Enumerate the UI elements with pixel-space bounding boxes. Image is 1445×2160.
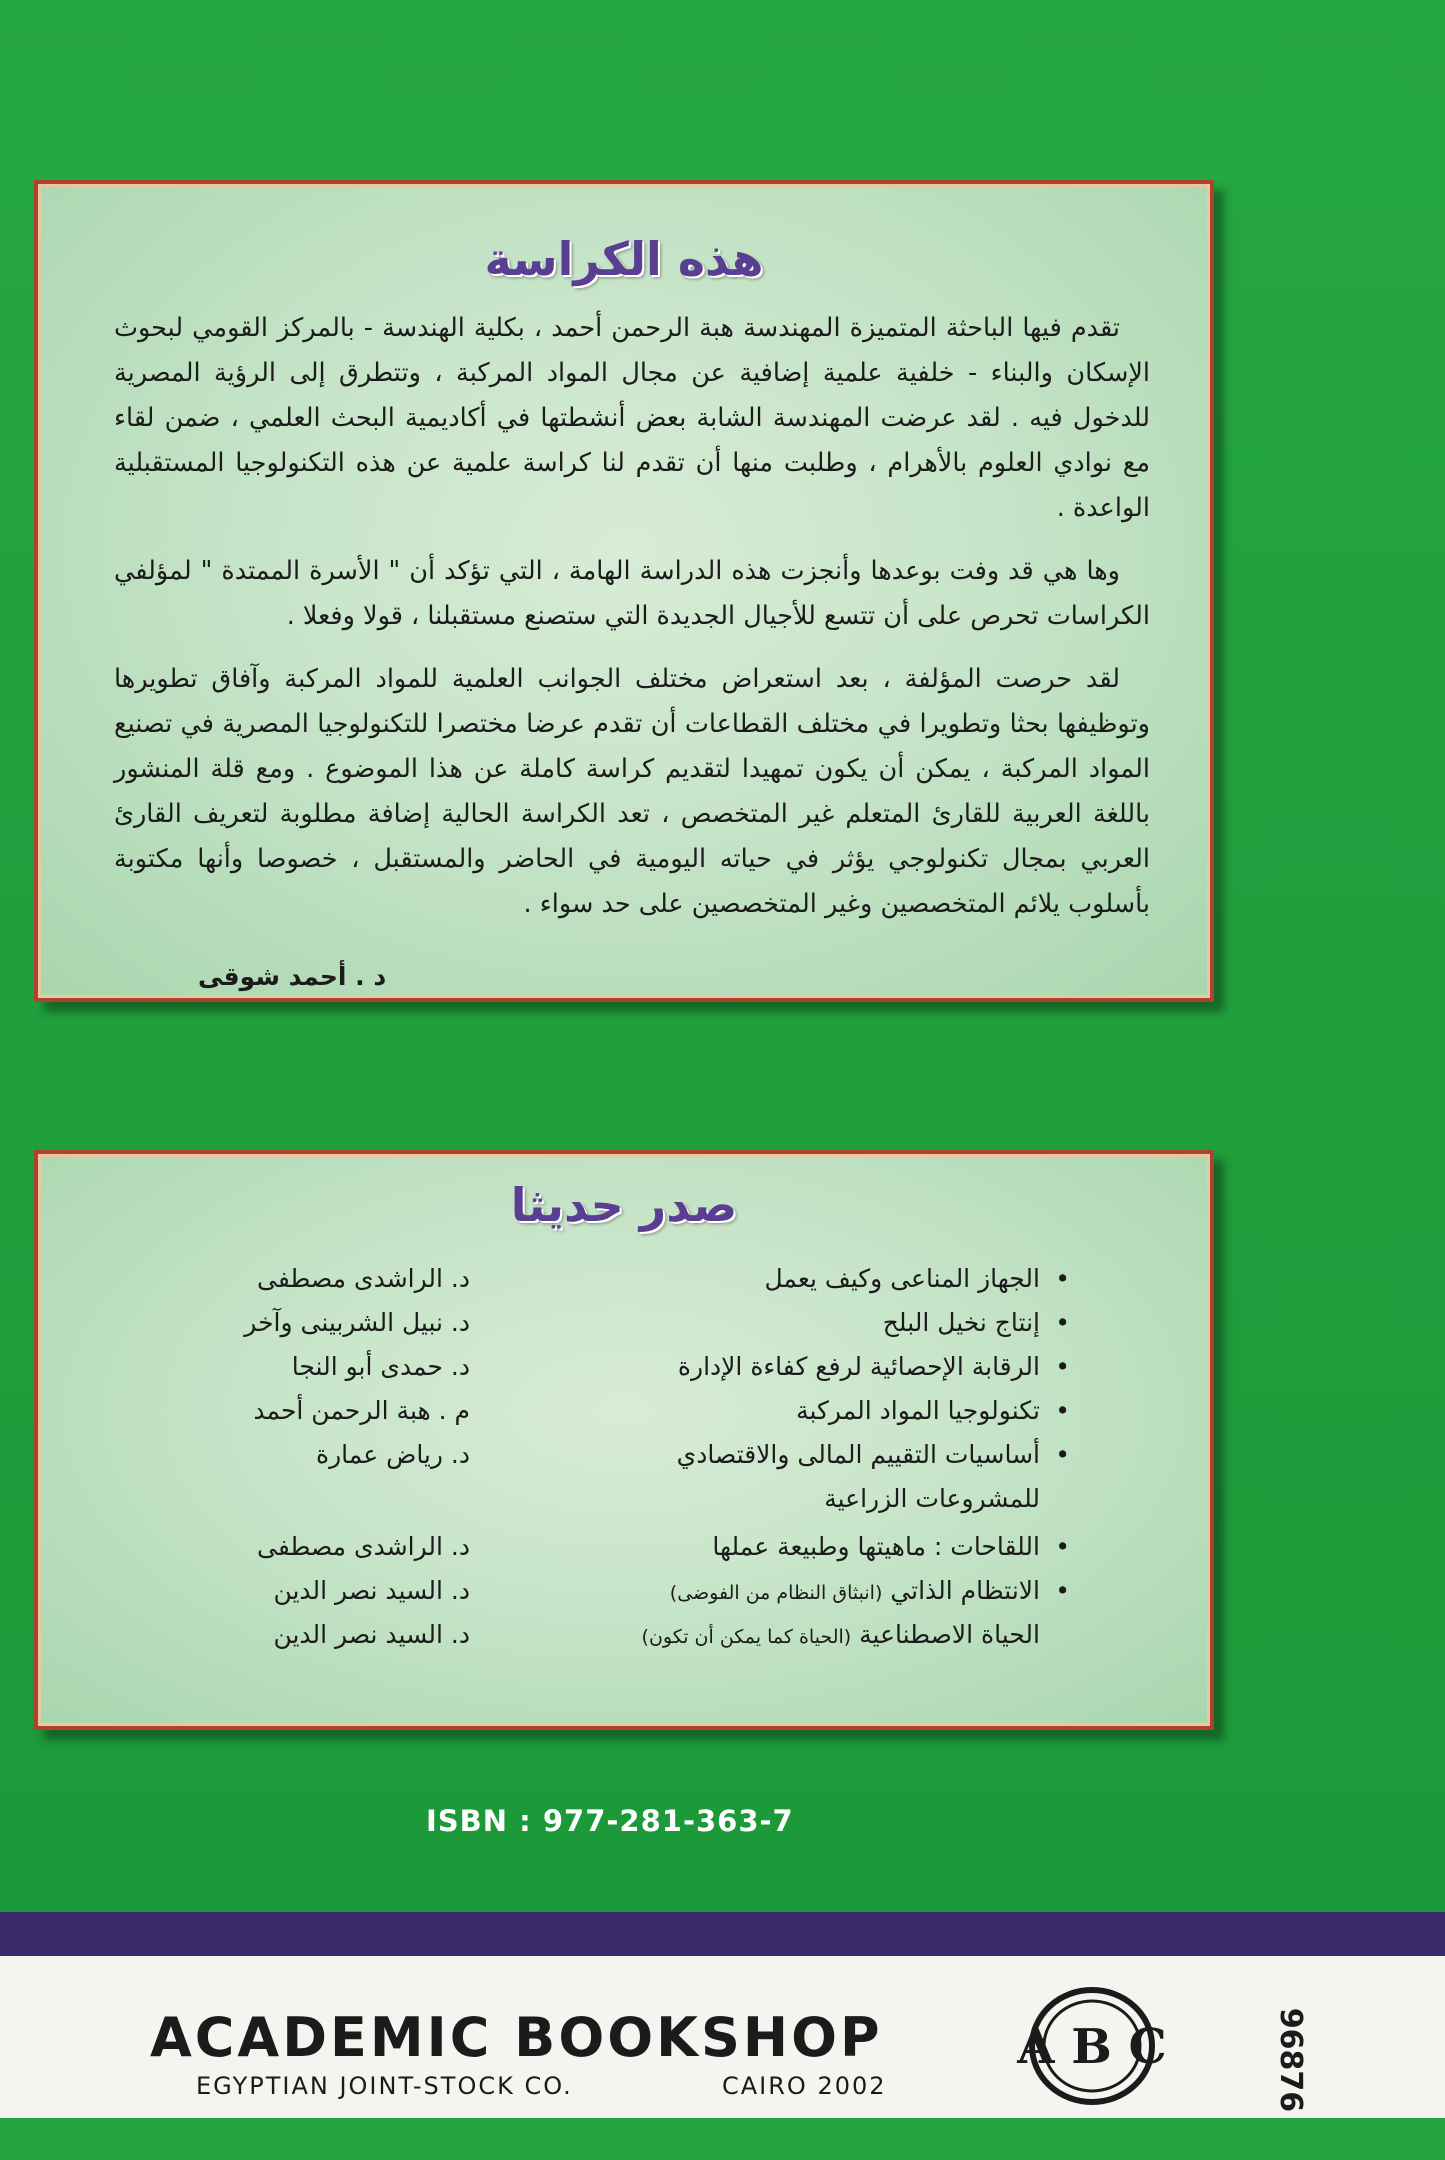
about-paragraph-3: لقد حرصت المؤلفة ، بعد استعراض مختلف الجوانب العلمية للمواد المركبة وآفاق تطويرها وتوظيفها بحثا وتطويرا في مختلف القطاعات أن تقدم عرضا مختصرا للتكنولوجيا المصرية في تصنيع المواد المركبة ، يمكن أن يكون تمهيدا لتقديم كراسة كاملة عن هذا الموضوع . ومع قلة المنشور باللغة العربية للقارئ المتعلم غير المتخصص ، تعد الكراسة الحالية إضافة مطلوبة لتعريف القارئ العربي بمجال تكنولوجي يؤثر في حياته اليومية في الحاضر والمستقبل ، خصوصا وأنها مكتوبة بأسلوب يلائم المتخصصين وغير المتخصصين على حد سواء . bbox=[114, 664, 1150, 919]
about-text bbox=[114, 306, 1150, 945]
book-author: د. الراشدى مصطفى bbox=[257, 1532, 470, 1561]
book-title: •اللقاحات : ماهيتها وطبيعة عملها bbox=[712, 1532, 1070, 1561]
about-booklet-panel bbox=[34, 180, 1214, 1002]
book-title: •الجهاز المناعى وكيف يعمل bbox=[764, 1264, 1070, 1293]
list-item bbox=[38, 1620, 1210, 1660]
book-subtitle: (انبثاق النظام من الفوضى) bbox=[669, 1582, 883, 1604]
book-author: د. الراشدى مصطفى bbox=[257, 1264, 470, 1293]
recent-title: صدر حديثا bbox=[510, 1178, 738, 1232]
publisher-logo-icon bbox=[1017, 1985, 1167, 2107]
about-paragraph-1: تقدم فيها الباحثة المتميزة المهندسة هبة الرحمن أحمد ، بكلية الهندسة - بالمركز القومي لبحوث الإسكان والبناء - خلفية علمية إضافية عن مجال المواد المركبة ، وتتطرق إلى الرؤية المصرية للدخول فيه . لقد عرضت المهندسة الشابة بعض أنشطتها في أكاديمية البحث العلمي ، ضمن لقاء مع نوادي العلوم بالأهرام ، وطلبت منها أن تقدم لنا كراسة علمية عن هذه التكنولوجيا المستقبلية الواعدة . bbox=[114, 313, 1150, 523]
book-author: د. السيد نصر الدين bbox=[273, 1576, 470, 1605]
about-paragraph-2: وها هي قد وفت بوعدها وأنجزت هذه الدراسة الهامة ، التي تؤكد أن " الأسرة الممتدة " لمؤلفي الكراسات تحرص على أن تتسع للأجيال الجديدة التي ستصنع مستقبلنا ، قولا وفعلا . bbox=[114, 556, 1150, 631]
bullet-icon: • bbox=[1055, 1576, 1070, 1605]
bullet-icon: • bbox=[1055, 1396, 1070, 1425]
book-author: د. السيد نصر الدين bbox=[273, 1620, 470, 1649]
isbn-number: ISBN : 977-281-363-7 bbox=[426, 1804, 794, 1838]
bullet-icon: • bbox=[1055, 1440, 1070, 1469]
publisher-city-year: CAIRO 2002 bbox=[722, 2072, 887, 2100]
divider-band bbox=[0, 1912, 1445, 1956]
bullet-icon: • bbox=[1055, 1264, 1070, 1293]
list-item bbox=[38, 1484, 1210, 1524]
list-item bbox=[38, 1352, 1210, 1392]
book-title-continued: للمشروعات الزراعية bbox=[824, 1484, 1040, 1513]
recently-published-panel bbox=[34, 1150, 1214, 1730]
list-item bbox=[38, 1576, 1210, 1616]
author-signature: د . أحمد شوقى bbox=[198, 962, 387, 991]
list-item bbox=[38, 1264, 1210, 1304]
list-item bbox=[38, 1440, 1210, 1480]
list-item bbox=[38, 1532, 1210, 1572]
book-title: •الانتظام الذاتي (انبثاق النظام من الفوضى) bbox=[669, 1576, 1070, 1605]
book-title: •أساسيات التقييم المالى والاقتصادي bbox=[676, 1440, 1070, 1469]
bullet-icon: • bbox=[1055, 1532, 1070, 1561]
book-author: م . هبة الرحمن أحمد bbox=[253, 1396, 470, 1425]
publisher-subtitle: EGYPTIAN JOINT-STOCK CO. bbox=[196, 2072, 573, 2100]
book-title: •تكنولوجيا المواد المركبة bbox=[796, 1396, 1070, 1425]
book-author: د. رياض عمارة bbox=[315, 1440, 470, 1469]
book-subtitle: (الحياة كما يمكن أن تكون) bbox=[641, 1626, 852, 1648]
publisher-name: ACADEMIC BOOKSHOP bbox=[150, 2006, 883, 2069]
bullet-icon: • bbox=[1055, 1352, 1070, 1381]
book-author: د. حمدى أبو النجا bbox=[291, 1352, 470, 1381]
list-item bbox=[38, 1308, 1210, 1348]
catalog-code: 96876 bbox=[1273, 2007, 1308, 2113]
bullet-icon: • bbox=[1055, 1308, 1070, 1337]
book-title: •الرقابة الإحصائية لرفع كفاءة الإدارة bbox=[677, 1352, 1070, 1381]
logo-letters: A B C bbox=[1017, 2019, 1167, 2075]
book-title: •إنتاج نخيل البلح bbox=[882, 1308, 1070, 1337]
book-title: الحياة الاصطناعية (الحياة كما يمكن أن تكون) bbox=[641, 1620, 1040, 1649]
list-item bbox=[38, 1396, 1210, 1436]
book-author: د. نبيل الشربينى وآخر bbox=[244, 1308, 470, 1337]
about-title: هذه الكراسة bbox=[484, 232, 764, 286]
